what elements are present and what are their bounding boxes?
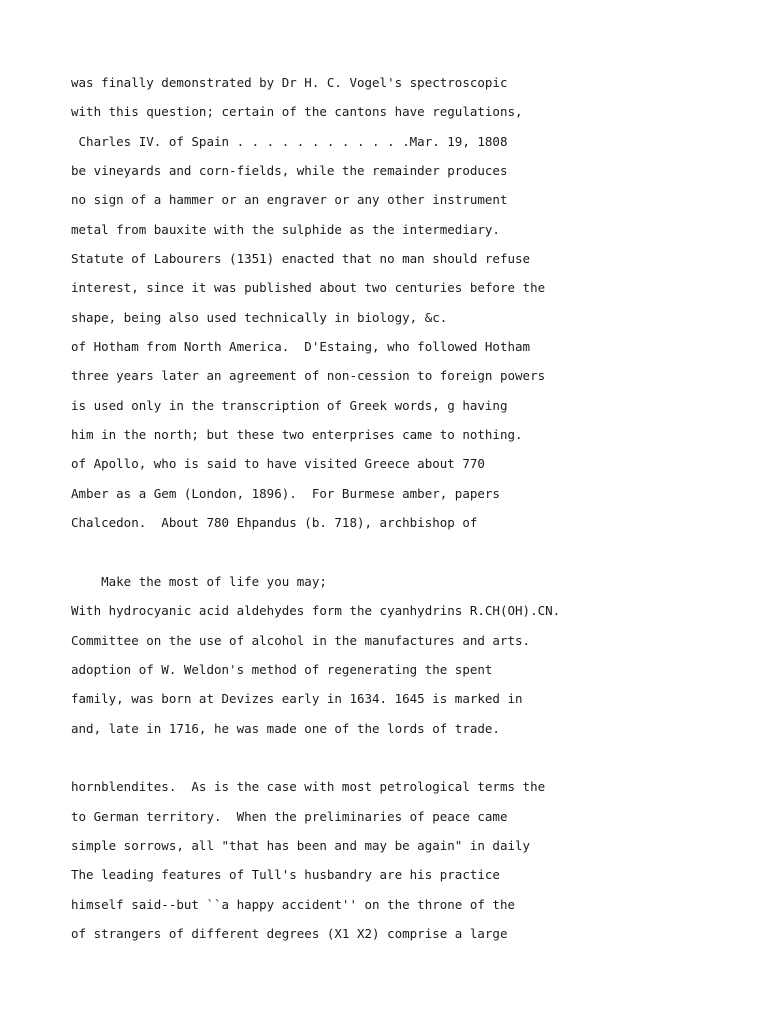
text-line: metal from bauxite with the sulphide as the intermediary. bbox=[71, 221, 500, 237]
text-line: to German territory. When the preliminaries of peace came bbox=[71, 808, 508, 824]
text-line: of strangers of different degrees (X1 X2) comprise a large bbox=[71, 925, 508, 941]
verse-line: Make the most of life you may; bbox=[71, 573, 327, 589]
text-line: The leading features of Tull's husbandry are his practice bbox=[71, 867, 500, 883]
blank-line bbox=[71, 538, 751, 567]
text-line: himself said--but ``a happy accident'' on the throne of the bbox=[71, 896, 516, 912]
text-block bbox=[71, 68, 751, 948]
text-line: three years later an agreement of non-cession to foreign powers bbox=[71, 368, 546, 384]
text-line: was finally demonstrated by Dr H. C. Vogel's spectroscopic bbox=[71, 75, 508, 90]
text-line: simple sorrows, all "that has been and may be again" in daily bbox=[71, 837, 531, 853]
text-line: of Hotham from North America. D'Estaing, who followed Hotham bbox=[71, 339, 531, 355]
blank-line bbox=[71, 743, 751, 772]
text-line: shape, being also used technically in biology, &c. bbox=[71, 309, 448, 325]
text-line: family, was born at Devizes early in 1634. 1645 is marked in bbox=[71, 691, 523, 707]
text-line: with this question; certain of the cantons have regulations, bbox=[71, 104, 523, 120]
text-line: Chalcedon. About 780 Ehpandus (b. 718), archbishop of bbox=[71, 515, 478, 531]
text-line: With hydrocyanic acid aldehydes form the cyanhydrins R.CH(OH).CN. bbox=[71, 603, 561, 619]
text-line: adoption of W. Weldon's method of regenerating the spent bbox=[71, 661, 493, 677]
text-line: Charles IV. of Spain . . . . . . . . . . . .Mar. 19, 1808 bbox=[71, 133, 508, 149]
text-line: and, late in 1716, he was made one of the lords of trade. bbox=[71, 720, 500, 736]
text-line: Statute of Labourers (1351) enacted that no man should refuse bbox=[71, 251, 531, 267]
text-line: be vineyards and corn-fields, while the remainder produces bbox=[71, 163, 508, 179]
text-line: him in the north; but these two enterprises came to nothing. bbox=[71, 427, 523, 443]
text-line: is used only in the transcription of Greek words, g having bbox=[71, 397, 508, 413]
text-line: Committee on the use of alcohol in the manufactures and arts. bbox=[71, 632, 531, 648]
text-line: hornblendites. As is the case with most petrological terms the bbox=[71, 779, 546, 795]
text-line: interest, since it was published about two centuries before the bbox=[71, 280, 546, 296]
text-line: Amber as a Gem (London, 1896). For Burmese amber, papers bbox=[71, 485, 500, 501]
text-line: of Apollo, who is said to have visited Greece about 770 bbox=[71, 456, 485, 472]
text-line: no sign of a hammer or an engraver or any other instrument bbox=[71, 192, 508, 208]
